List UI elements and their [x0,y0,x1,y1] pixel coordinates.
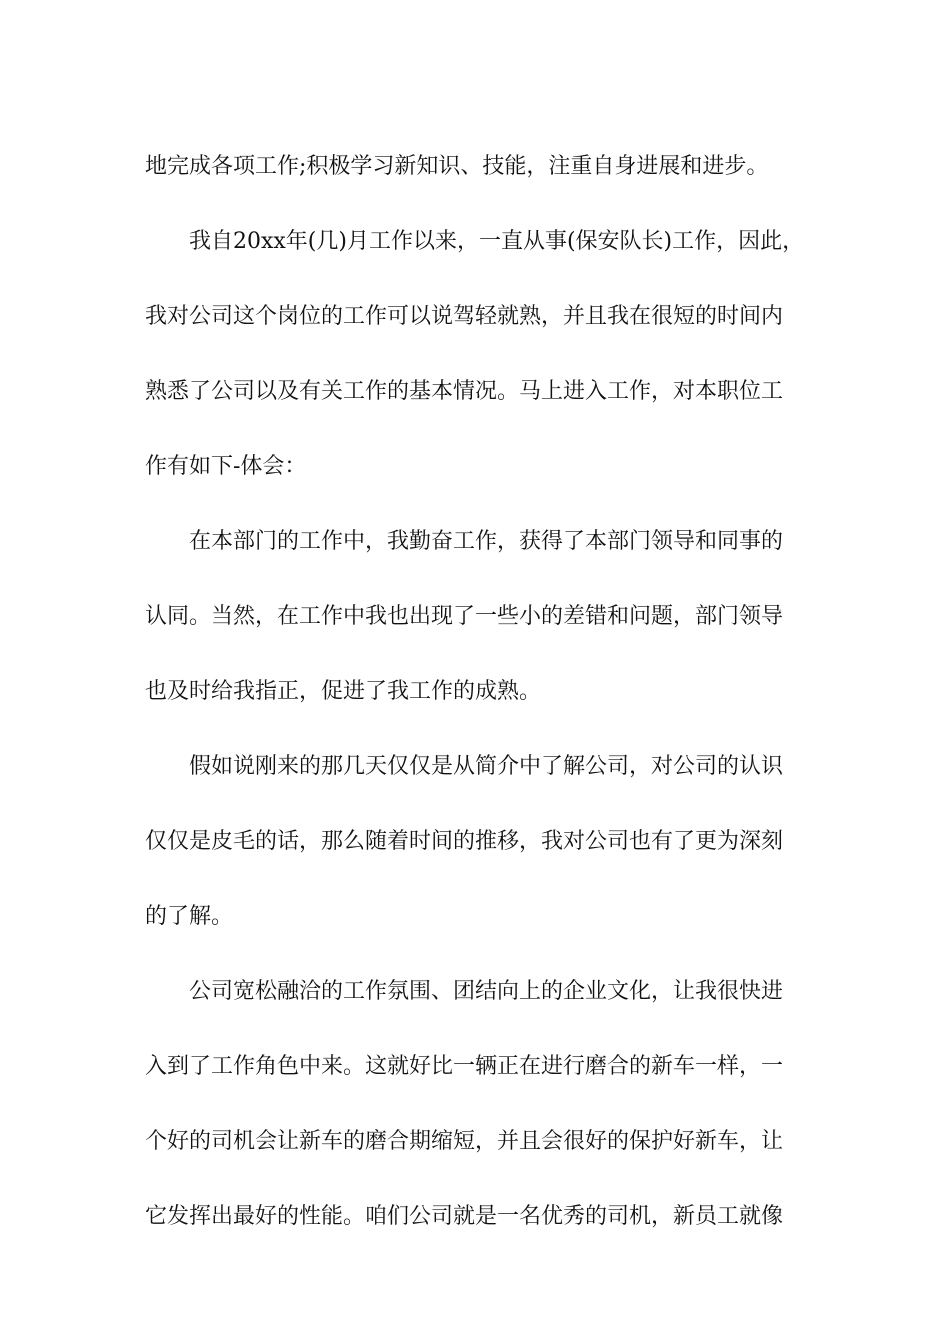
document-body [145,129,825,1254]
text-line: 认同。当然，在工作中我也出现了一些小的差错和问题，部门领导 [145,604,784,629]
text-line: 个好的司机会让新车的磨合期缩短，并且会很好的保护好新车，让 [145,1129,784,1154]
text-line: 仅仅是皮毛的话，那么随着时间的推移，我对公司也有了更为深刻 [145,829,784,854]
text-line: 地完成各项工作;积极学习新知识、技能，注重自身进展和进步。 [145,154,769,179]
text-line: 的了解。 [145,904,234,929]
text-line: 熟悉了公司以及有关工作的基本情况。马上进入工作，对本职位工 [145,379,784,404]
paragraph-start-line: 我自20xx年(几)月工作以来，一直从事(保安队长)工作，因此， [189,229,805,254]
text-line: 入到了工作角色中来。这就好比一辆正在进行磨合的新车一样，一 [145,1054,784,1079]
text-line: 我对公司这个岗位的工作可以说驾轻就熟，并且我在很短的时间内 [145,304,784,329]
paragraph-start-line: 在本部门的工作中，我勤奋工作，获得了本部门领导和同事的 [189,529,784,554]
text-line: 它发挥出最好的性能。咱们公司就是一名优秀的司机，新员工就像 [145,1204,784,1229]
paragraph-start-line: 假如说刚来的那几天仅仅是从简介中了解公司，对公司的认识 [189,754,784,779]
text-line: 也及时给我指正，促进了我工作的成熟。 [145,679,542,704]
text-line: 作有如下-体会： [145,454,307,479]
paragraph-start-line: 公司宽松融洽的工作氛围、团结向上的企业文化，让我很快进 [189,979,784,1004]
